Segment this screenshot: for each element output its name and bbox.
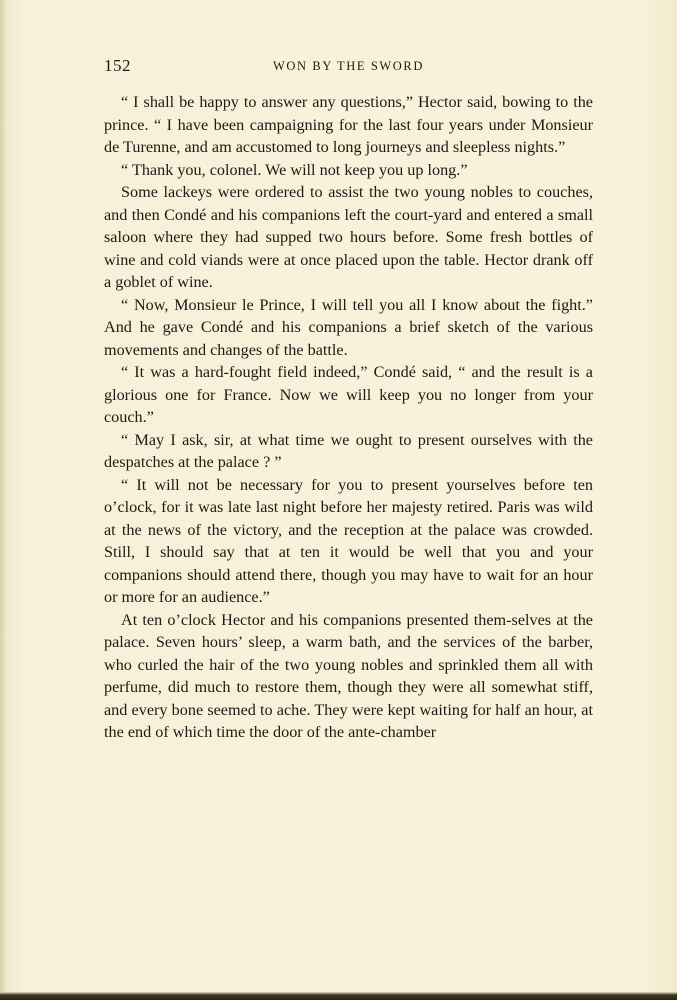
page-left-edge [0,0,6,1000]
paragraph-2: “ Thank you, colonel. We will not keep you up long.” [121,160,468,179]
paragraph-7: “ It will not be necessary for you to present yourselves before ten o’clock, for it was late last night before her majesty retired. Paris was wild at the news of the victory, and the reception at the palace was crowded. Still, I should say that at ten it would be well that you and your companions should attend there, though you may have to wait for an hour or more for an audience.” [104,475,593,606]
page-number: 152 [104,56,131,75]
paragraph-1: “ I shall be happy to answer any questions,” Hector said, bowing to the prince. “ I have been campaigning for the last four years under Monsieur de Turenne, and am accustomed to long journeys and sleepless nights.” [104,93,593,156]
page-header [104,56,593,80]
paragraph-6: “ May I ask, sir, at what time we ought to present ourselves with the despatches at the palace ? ” [104,430,593,471]
paragraph-3: Some lackeys were ordered to assist the two young nobles to couches, and then Condé and his companions left the court-yard and entered a small saloon where they had supped two hours before. Some fresh bottles of wine and cold viands were at once placed upon the table. Hector drank off a goblet of wine. [104,183,593,291]
running-title: WON BY THE SWORD [273,59,424,73]
page-bottom-edge [0,992,677,1000]
body-text [104,91,593,744]
paragraph-8: At ten o’clock Hector and his companions presented them-selves at the palace. Seven hours’ sleep, a warm bath, and the services of the barber, who curled the hair of the two young nobles and sprinkled them all with perfume, did much to restore them, though they were all somewhat stiff, and every bone seemed to ache. They were kept waiting for half an hour, at the end of which time the door of the ante-chamber [104,610,593,741]
paragraph-4: “ Now, Monsieur le Prince, I will tell you all I know about the fight.” And he gave Condé and his companions a brief sketch of the various movements and changes of the battle. [104,295,593,359]
paragraph-5: “ It was a hard-fought field indeed,” Condé said, “ and the result is a glorious one for France. Now we will keep you no longer from your couch.” [104,363,593,426]
